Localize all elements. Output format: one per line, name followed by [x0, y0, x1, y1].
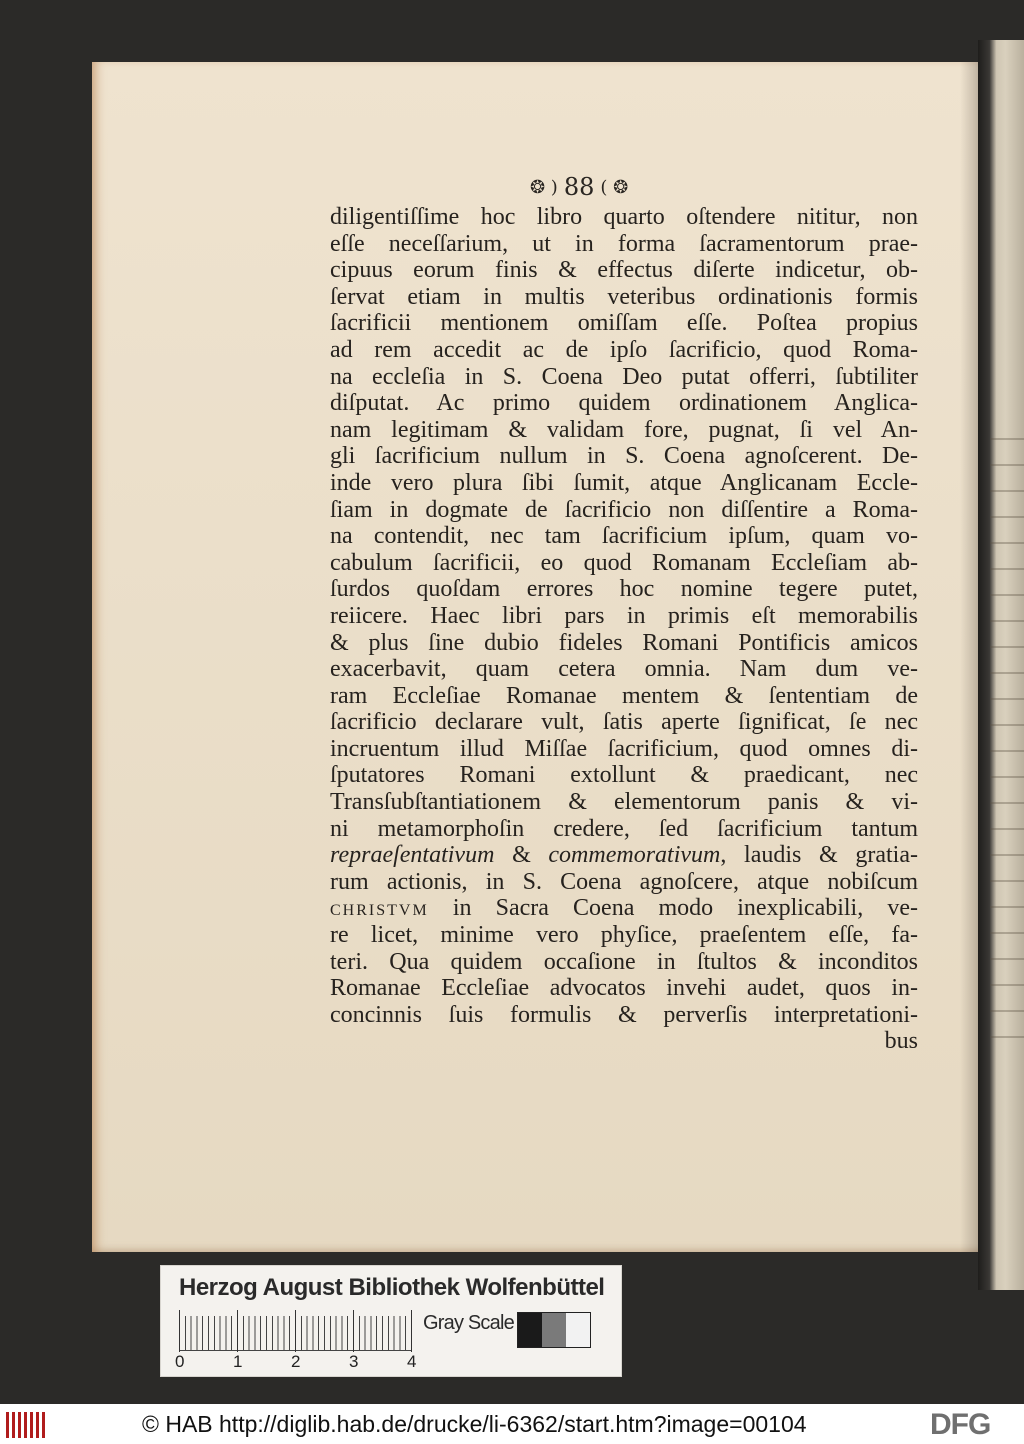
text-fragment: in Sacra Coena modo inexplicabili, ve- [428, 895, 918, 922]
catchword: bus [884, 1028, 918, 1055]
swatch-gray [542, 1313, 566, 1347]
text-line: ſputatores Romani extollunt & praedicant, nec [330, 762, 918, 789]
ruler-major-tick [411, 1310, 412, 1352]
library-color-card [160, 1265, 622, 1377]
text-line: gli ſacrificium nullum in S. Coena agnoſcerent. De- [330, 443, 918, 470]
ruler-major-tick [353, 1310, 354, 1352]
text-line: na eccleſia in S. Coena Deo putat offerri, ſubtiliter [330, 363, 918, 390]
text-line: Romanae Eccleſiae advocatos invehi audet, quos in- [330, 975, 918, 1002]
text-line: re licet, minime vero phyſice, praeſentem eſſe, fa- [330, 922, 918, 949]
ruler-major-tick [179, 1310, 180, 1352]
text-line: ni metamorphoſin credere, ſed ſacrificium tantum [330, 815, 918, 842]
text-line: na contendit, nec tam ſacrificium ipſum, quam vo- [330, 523, 918, 550]
ruler-number: 0 [175, 1352, 185, 1371]
text-line: ſiam in dogmate de ſacrificio non diſſentire a Roma- [330, 496, 918, 523]
copyright-url[interactable]: © HAB http://diglib.hab.de/drucke/li-6362/start.htm?image=00104 [142, 1411, 807, 1437]
text-fragment: , laudis & gratia- [720, 842, 918, 869]
grayscale-label: Gray Scale [423, 1312, 514, 1334]
text-line-mixed [330, 842, 918, 869]
grayscale-swatches [517, 1312, 591, 1348]
page-gutter-shadow [960, 62, 978, 1252]
text-line: Transſubſtantiationem & elementorum panis & vi- [330, 789, 918, 816]
ruler-number: 1 [233, 1352, 243, 1371]
text-line: ram Eccleſiae Romanae mentem & ſententiam de [330, 682, 918, 709]
hab-logo-icon [6, 1412, 46, 1438]
dfg-logo-icon: DFG [930, 1408, 991, 1441]
left-ornament-icon: ❂ ) [530, 176, 558, 198]
ruler-number: 4 [407, 1352, 417, 1371]
ruler-major-tick [237, 1310, 238, 1352]
text-line: nam legitimam & validam fore, pugnat, ſi vel An- [330, 416, 918, 443]
text-line: concinnis ſuis formulis & perverſis interpretationi- [330, 1001, 918, 1028]
text-line: cabulum ſacrificii, eo quod Romanam Eccleſiam ab- [330, 549, 918, 576]
text-line: cipuus eorum finis & effectus diſerte indicetur, ob- [330, 257, 918, 284]
text-line: ſervat etiam in multis veteribus ordinationis formis [330, 283, 918, 310]
right-ornament-icon: ( ❂ [600, 176, 629, 198]
text-line: incruentum illud Miſſae ſacrificium, quod omnes di- [330, 735, 918, 762]
page-header [530, 170, 700, 204]
text-line: & plus ſine dubio fideles Romani Pontificis amicos [330, 629, 918, 656]
text-line: exacerbavit, quam cetera omnia. Nam dum ve- [330, 656, 918, 683]
ruler-major-tick [295, 1310, 296, 1352]
text-line: reiicere. Haec libri pars in primis eſt memorabilis [330, 602, 918, 629]
text-line: diſputat. Ac primo quidem ordinationem Anglica- [330, 390, 918, 417]
footer-bar [0, 1404, 1024, 1444]
italic-term: commemorativum [548, 842, 721, 869]
text-line: ſacrificio declarare vult, ſatis aperte ſignificat, ſe nec [330, 709, 918, 736]
adjacent-page-text-fragments [990, 420, 1024, 1040]
ruler-number: 3 [349, 1352, 359, 1371]
text-line: diligentiſſime hoc libro quarto oſtendere nititur, non [330, 204, 918, 230]
text-fragment: & [494, 842, 549, 869]
text-line: ad rem accedit ac de ipſo ſacrificio, quod Roma- [330, 336, 918, 363]
text-line: ſurdos quoſdam errores hoc nomine tegere putet, [330, 576, 918, 603]
page-number: 88 [563, 173, 595, 201]
body-text [330, 204, 918, 1055]
swatch-white [566, 1313, 590, 1347]
italic-term: repraeſentativum [330, 842, 495, 869]
swatch-black [518, 1313, 542, 1347]
library-name: Herzog August Bibliothek Wolfenbüttel [179, 1274, 605, 1301]
smallcaps-term: CHRISTVM [330, 902, 429, 920]
text-line: rum actionis, in S. Coena agnoſcere, atque nobiſcum [330, 868, 918, 895]
ruler-number: 2 [291, 1352, 301, 1371]
text-line: teri. Qua quidem occaſione in ſtultos & inconditos [330, 948, 918, 975]
text-line-mixed [330, 895, 918, 922]
text-line: inde vero plura ſibi ſumit, atque Anglicanam Eccle- [330, 469, 918, 496]
text-line: eſſe neceſſarium, ut in forma ſacramentorum prae- [330, 230, 918, 257]
text-line: ſacrificii mentionem omiſſam eſſe. Poſtea propius [330, 310, 918, 337]
